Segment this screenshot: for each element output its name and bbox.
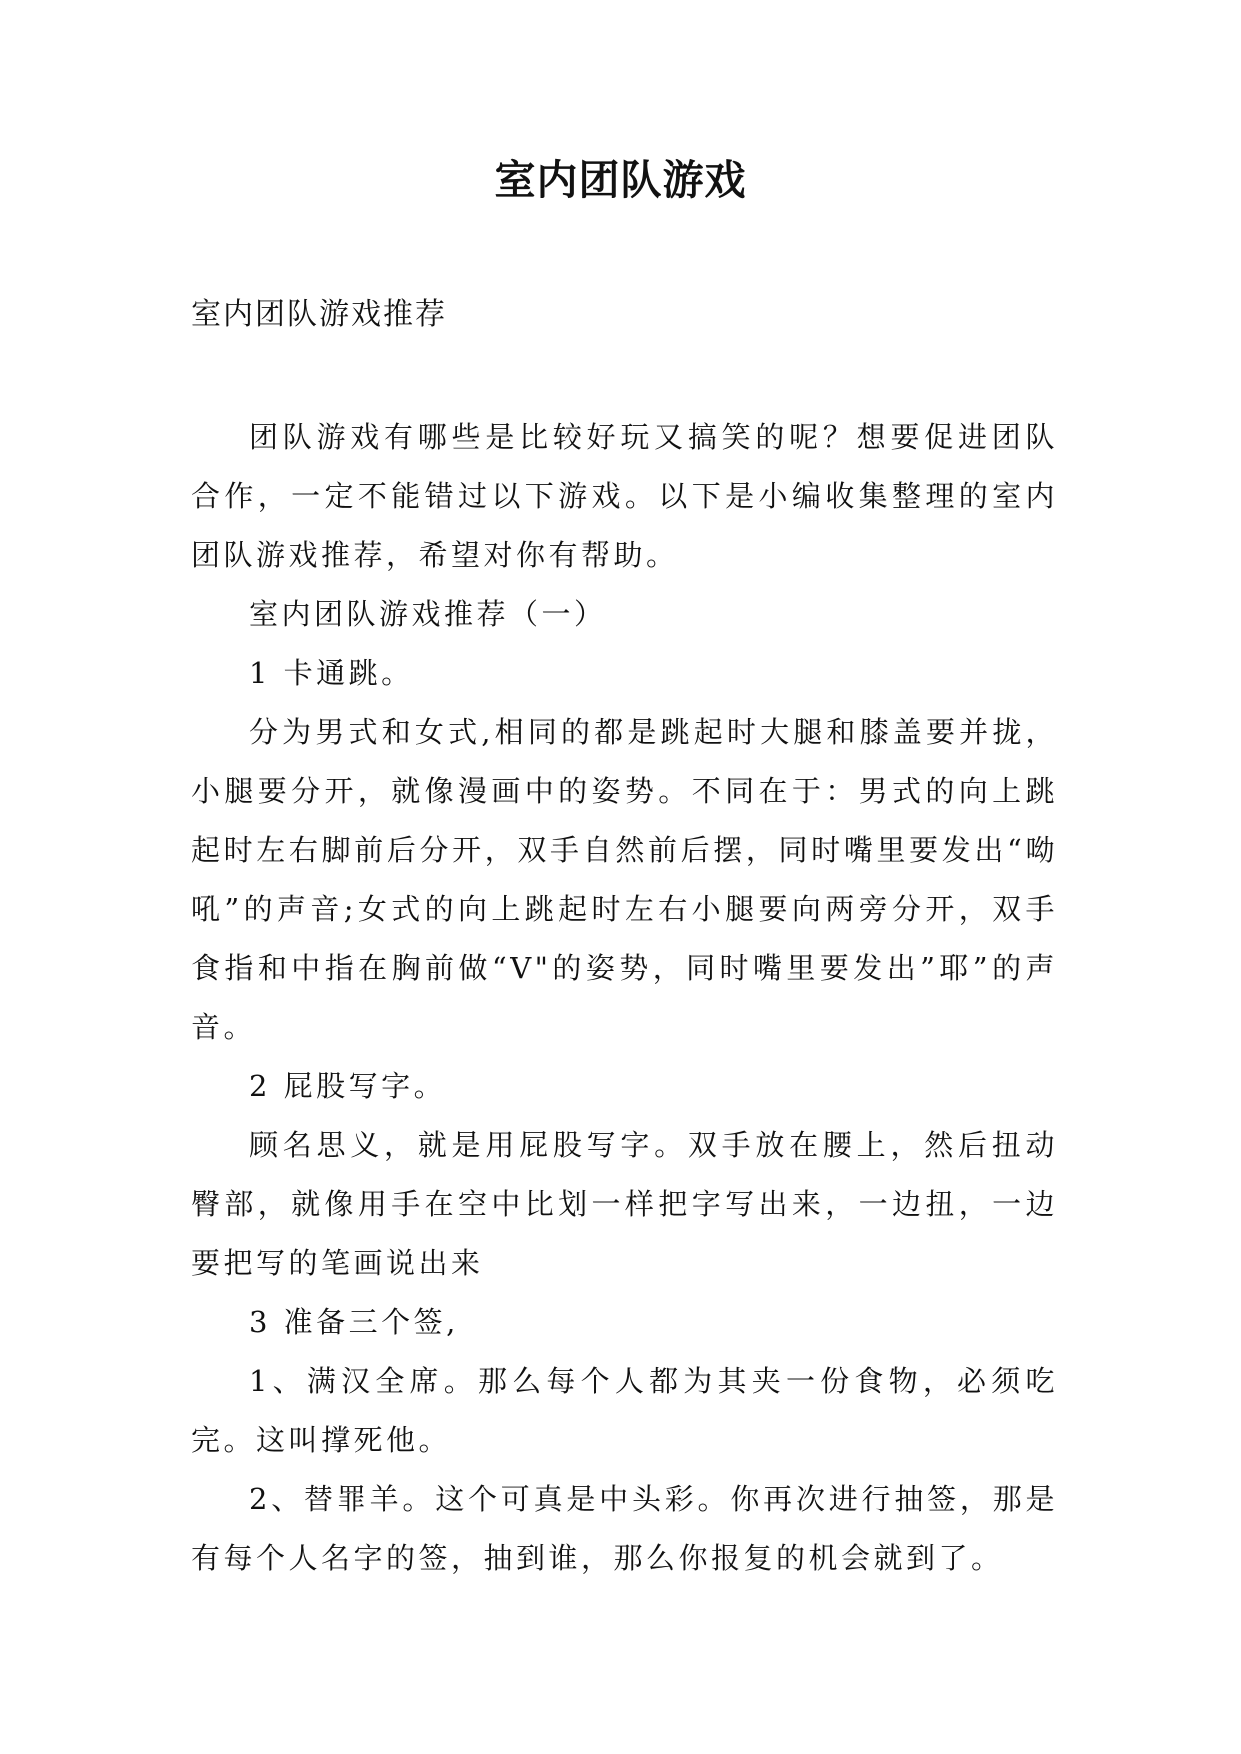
butt-writing-paragraph: 顾名思义，就是用屁股写字。双手放在腰上，然后扭动臀部，就像用手在空中比划一样把字写出来，一边扭，一边要把写的笔画说出来 bbox=[191, 1128, 1058, 1280]
item-heading-three-lots: 3 准备三个签, bbox=[249, 1305, 459, 1339]
document-body bbox=[191, 408, 1058, 1588]
document-subtitle: 室内团队游戏推荐 bbox=[191, 297, 447, 332]
lot-two-paragraph: 2、替罪羊。这个可真是中头彩。你再次进行抽签，那是有每个人名字的签，抽到谁，那么你报复的机会就到了。 bbox=[191, 1482, 1058, 1575]
intro-paragraph: 团队游戏有哪些是比较好玩又搞笑的呢？想要促进团队合作，一定不能错过以下游戏。以下是小编收集整理的室内团队游戏推荐，希望对你有帮助。 bbox=[191, 420, 1058, 572]
item-heading-butt-writing: 2 屁股写字。 bbox=[249, 1069, 447, 1103]
section-heading: 室内团队游戏推荐（一） bbox=[249, 597, 607, 631]
document-title: 室内团队游戏 bbox=[494, 156, 747, 204]
item-heading-cartoon-jump: 1 卡通跳。 bbox=[249, 656, 414, 690]
cartoon-jump-paragraph: 分为男式和女式,相同的都是跳起时大腿和膝盖要并拢，小腿要分开，就像漫画中的姿势。不同在于：男式的向上跳起时左右脚前后分开，双手自然前后摆，同时嘴里要发出“呦吼”的声音;女式的向上跳起时左右小腿要向两旁分开，双手食指和中指在胸前做“V"的姿势，同时嘴里要发出”耶”的声音。 bbox=[191, 715, 1058, 1044]
lot-one-paragraph: 1、满汉全席。那么每个人都为其夹一份食物，必须吃完。这叫撑死他。 bbox=[191, 1364, 1058, 1457]
